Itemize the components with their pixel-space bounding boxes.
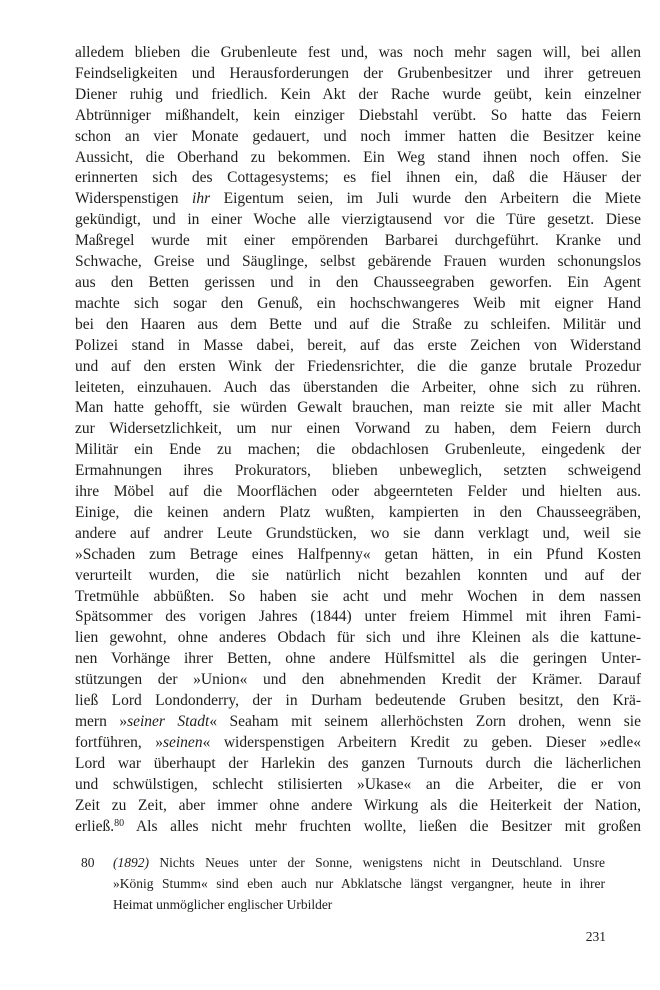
text-line <box>75 440 641 461</box>
text-run: Polizei stand in Masse dabei, bereit, auf das erste Zeichen von Widerstand <box>75 336 641 354</box>
text-run: ihre Möbel auf die Moorflächen oder abgeernteten Felder und hielten aus. <box>75 483 641 501</box>
text-run: mern » <box>75 713 128 730</box>
text-run: Zeit zu Zeit, aber immer ohne andere Wirkung als die Heiterkeit der Nation, <box>75 796 641 814</box>
text-line <box>75 566 641 587</box>
text-line <box>75 336 641 357</box>
text-line <box>113 873 605 894</box>
text-run: ließ Lord Londonderry, der in Durham bedeutende Gruben besitzt, den Krä- <box>75 692 641 710</box>
text-run: verurteilt wurden, die sie natürlich nicht bezahlen konnten und auf der <box>75 566 641 584</box>
text-run: aus den Betten gerissen und in den Chausseegraben geworfen. Ein Agent <box>75 273 641 291</box>
text-run: « widerspenstigen Arbeitern Kredit zu geben. Dieser »edle« <box>202 733 641 751</box>
text-run: schon an vier Monate gedauert, und noch immer hatten die Besitzer keine <box>75 127 641 145</box>
text-line <box>75 378 641 399</box>
text-run: Eigentum seien, im Juli wurde den Arbeitern die Miete <box>210 190 641 208</box>
text-run: Maßregel wurde mit einer empörenden Barbarei durchgeführt. Kranke und <box>75 232 641 250</box>
text-line <box>75 733 641 754</box>
text-run: Spätsommer des vorigen Jahres (1844) unter freiem Himmel mit ihren Fami- <box>75 608 641 626</box>
text-run: Nichts Neues unter der Sonne, wenigstens nicht in Deutschland. Unsre <box>149 855 605 870</box>
footnote-reference: 80 <box>114 817 125 829</box>
text-line <box>75 64 641 85</box>
text-line <box>75 607 641 628</box>
footnote-text <box>113 852 605 915</box>
text-run: zur Widersetzlichkeit, um nur einen Vorwand zu haben, dem Feiern durch <box>75 420 641 438</box>
body-text <box>75 43 641 837</box>
text-run: »Schaden zum Betrage eines Halfpenny« getan hätten, in ein Pfund Kosten <box>75 545 641 563</box>
footnote <box>75 852 641 915</box>
text-run: und schwülstigen, schlecht stilisierten »Ukase« an die Arbeiter, die er von <box>75 775 641 793</box>
text-run: nen Vorhänge ihrer Betten, ohne andere Hülfsmittel als die geringen Unter- <box>75 650 641 668</box>
text-run: stützungen der »Union« und den abnehmenden Kredit der Krämer. Darauf <box>75 671 641 689</box>
text-line <box>75 817 641 838</box>
text-run: Widerspenstigen <box>75 190 193 208</box>
text-run: erinnerten sich des Cottagesystems; es fiel ihnen ein, daß die Häuser der <box>75 169 641 187</box>
text-run: andere auf andrer Leute Grundstücken, wo sie dann verklagt und, weil sie <box>75 524 641 542</box>
text-run: Feindseligkeiten und Herausforderungen der Grubenbesitzer und ihrer getreuen <box>75 64 641 82</box>
text-run: seiner Stadt <box>127 713 210 730</box>
text-run: alledem blieben die Grubenleute fest und, was noch mehr sagen will, bei allen <box>75 44 641 61</box>
text-line <box>75 628 641 649</box>
text-line <box>75 419 641 440</box>
text-run: Heimat unmöglicher englischer Urbilder <box>113 897 333 912</box>
text-line <box>75 294 641 315</box>
text-run: Ermahnungen ihres Prokurators, blieben unbeweglich, setzten schweigend <box>75 462 641 480</box>
text-run: Einige, die keinen andern Platz wußten, kampierten in den Chausseegräben, <box>75 503 641 521</box>
text-run: Man hatte gehofft, sie würden Gewalt brauchen, man reizte sie mit aller Macht <box>75 399 641 417</box>
text-run: machte sich sogar den Genuß, ein hochschwangeres Weib mit eigner Hand <box>75 294 641 312</box>
text-run: und auf den ersten Wink der Friedensrichter, die die ganze brutale Prozedur <box>75 357 641 375</box>
text-run: erließ. <box>75 817 115 835</box>
text-line <box>75 252 641 273</box>
text-run: bei den Haaren aus dem Bette und auf die Straße zu schleifen. Militär und <box>75 315 641 333</box>
text-line <box>75 168 641 189</box>
text-line <box>75 43 641 64</box>
text-run: leiteten, einzuhauen. Auch das überstanden die Arbeiter, ohne sich zu rühren. <box>75 378 641 396</box>
text-run: Tretmühle abbüßten. So haben sie acht und mehr Wochen in dem nassen <box>75 587 641 605</box>
text-line <box>113 852 605 873</box>
text-run: Militär ein Ende zu machen; die obdachlosen Grubenleute, eingedenk der <box>75 441 641 459</box>
text-run: gekündigt, und in einer Woche alle vierzigtausend vor die Türe gesetzt. Diese <box>75 211 641 229</box>
text-line <box>75 315 641 336</box>
text-line <box>75 775 641 796</box>
text-line <box>75 503 641 524</box>
text-line <box>75 796 641 817</box>
text-run: Als alles nicht mehr fruchten wollte, ließen die Besitzer mit großen <box>124 817 641 835</box>
text-line <box>75 210 641 231</box>
text-run: Aussicht, die Oberhand zu bekommen. Ein Weg stand ihnen noch offen. Sie <box>75 148 641 166</box>
text-run: Abtrünniger mißhandelt, kein einziger Diebstahl verübt. So hatte das Feiern <box>75 106 641 124</box>
text-line <box>75 273 641 294</box>
text-line <box>75 587 641 608</box>
text-line <box>75 649 641 670</box>
text-line <box>75 524 641 545</box>
text-line <box>75 148 641 169</box>
text-line <box>75 106 641 127</box>
text-line <box>75 754 641 775</box>
text-run: ihr <box>192 190 211 208</box>
text-run: Diener ruhig und friedlich. Kein Akt der Rache wurde geübt, kein einzelner <box>75 85 641 103</box>
text-line <box>113 894 605 915</box>
text-line <box>75 691 641 712</box>
text-run: (1892) <box>113 855 149 870</box>
text-line <box>75 189 641 210</box>
text-run: lien gewohnt, ohne anderes Obdach für sich und ihre Kleinen als die kattune- <box>75 629 641 647</box>
text-line <box>75 670 641 691</box>
text-line <box>75 712 641 733</box>
text-line <box>75 85 641 106</box>
text-line <box>75 357 641 378</box>
footnote-marker: 80 <box>81 855 95 870</box>
text-line <box>75 461 641 482</box>
text-line <box>75 482 641 503</box>
text-line <box>75 398 641 419</box>
text-run: »König Stumm« sind eben auch nur Abklatsche längst vergangner, heute in ihrer <box>113 876 605 891</box>
text-run: « Seaham mit seinem allerhöchsten Zorn drohen, wenn sie <box>209 713 641 730</box>
text-line <box>75 127 641 148</box>
text-run: seinen <box>162 733 203 751</box>
text-run: Lord war überhaupt der Harlekin des ganzen Turnouts durch die lächerlichen <box>75 754 641 772</box>
text-line <box>75 545 641 566</box>
text-run: fortführen, » <box>75 733 163 751</box>
text-run: Schwache, Greise und Säuglinge, selbst gebärende Frauen wurden schonungslos <box>75 253 641 271</box>
page-number: 231 <box>585 929 606 944</box>
text-line <box>75 231 641 252</box>
